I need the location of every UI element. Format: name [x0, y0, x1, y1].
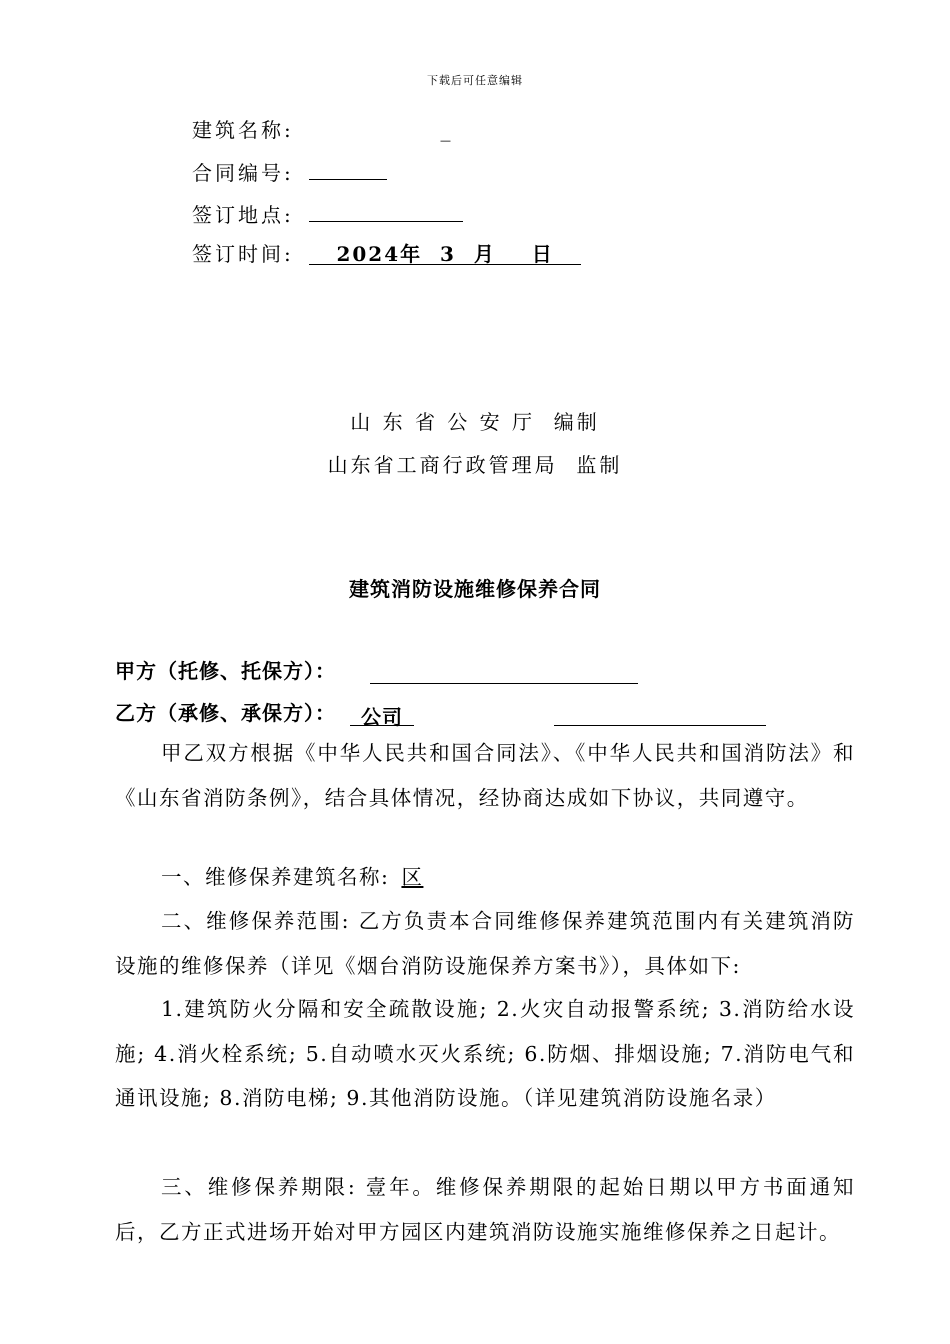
sign-time-value: 2024年 3 月 日	[309, 242, 581, 265]
building-name-value: _	[440, 118, 454, 142]
contract-title: 建筑消防设施维修保养合同	[349, 577, 601, 601]
item-1-value: 区	[401, 865, 424, 889]
party-a-label: 甲方（托修、托保方）：	[115, 659, 336, 683]
sign-place-value	[309, 199, 463, 222]
sign-place-label: 签订地点:	[192, 203, 294, 227]
issuer-line-2: 山东省工商行政管理局 监制	[327, 453, 623, 477]
party-b-line	[115, 697, 766, 729]
item-3: 三、维修保养期限: 壹年。维修保养期限的起始日期以甲方书面通知后，乙方正式进场开始对甲方园区内建筑消防设施实施维修保养之日起计。	[115, 1175, 855, 1244]
contract-no-label: 合同编号:	[192, 161, 294, 185]
item-2: 二、维修保养范围: 乙方负责本合同维修保养建筑范围内有关建筑消防设施的维修保养（详见《烟台消防设施保养方案书》），具体如下:	[115, 909, 855, 978]
item-1-text: 一、维修保养建筑名称:	[161, 865, 398, 889]
header-note: 下载后可任意编辑	[427, 74, 523, 87]
building-name-label: 建筑名称:	[192, 118, 294, 142]
contract-no-field	[192, 157, 387, 185]
issuer-line-1: 山 东 省 公 安 厅 编制	[350, 410, 600, 434]
building-name-field	[192, 116, 453, 144]
party-b-value: 公司	[350, 701, 414, 726]
item-1	[115, 855, 855, 900]
sign-time-field	[192, 240, 581, 268]
party-b-blank	[554, 701, 766, 726]
sign-time-label: 签订时间:	[192, 242, 294, 266]
party-a-line	[115, 655, 638, 684]
sign-place-field	[192, 199, 463, 227]
intro-paragraph: 甲乙双方根据《中华人民共和国合同法》、《中华人民共和国消防法》和《山东省消防条例》，结合具体情况，经协商达成如下协议，共同遵守。	[115, 741, 855, 810]
party-a-blank	[370, 659, 638, 684]
contract-no-value	[309, 157, 387, 180]
item-2-list: 1.建筑防火分隔和安全疏散设施; 2.火灾自动报警系统; 3.消防给水设施; 4.消火栓系统; 5.自动喷水灭火系统; 6.防烟、排烟设施; 7.消防电气和通讯设施; 8.消防电梯; 9.其他消防设施。（详见建筑消防设施名录）	[115, 997, 855, 1110]
party-b-label: 乙方（承修、承保方）：	[115, 701, 336, 725]
